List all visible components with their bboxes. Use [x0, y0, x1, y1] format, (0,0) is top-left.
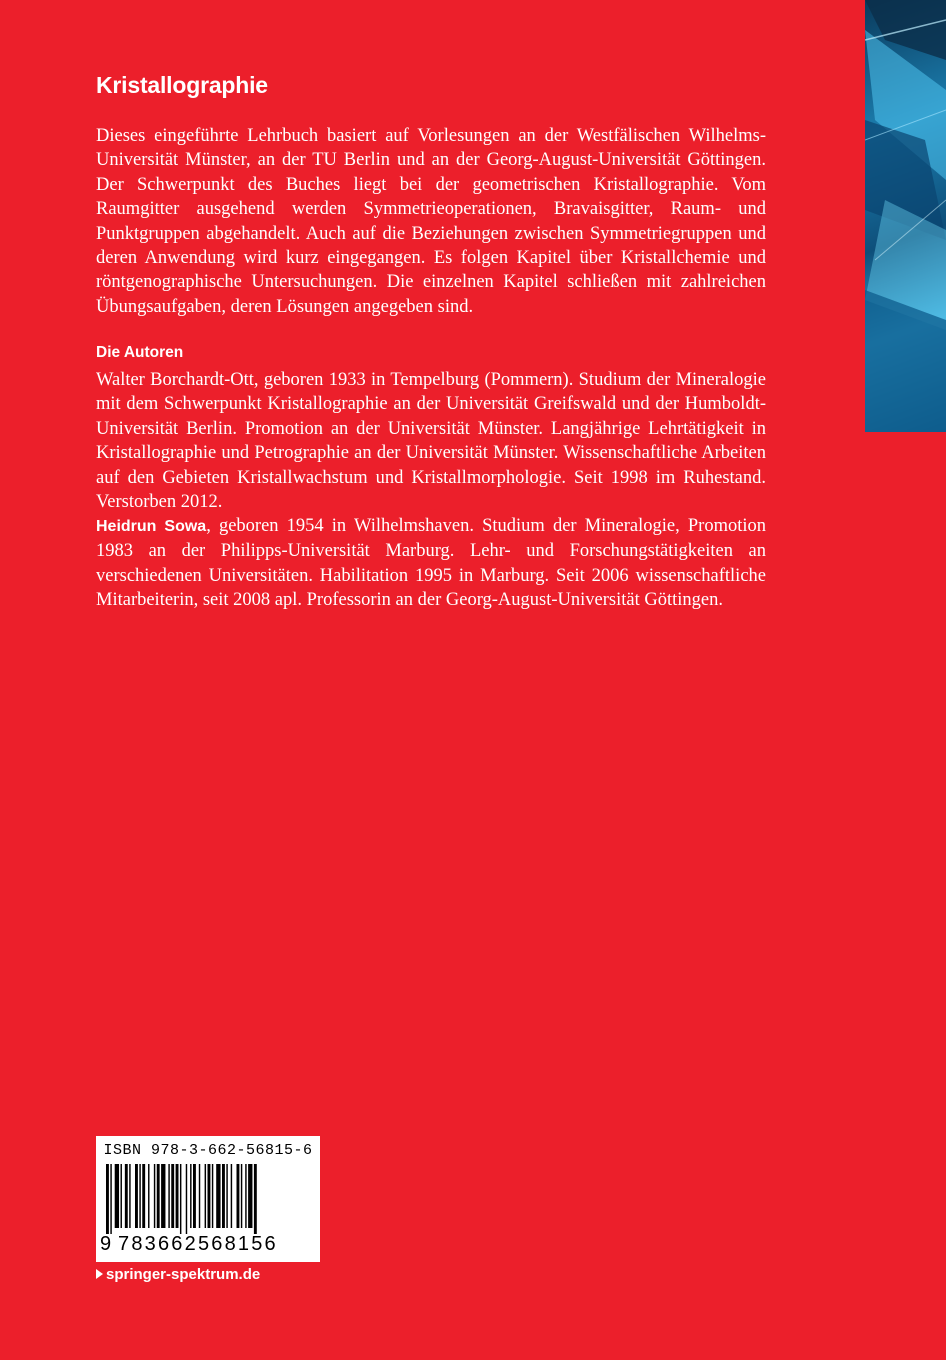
barcode-bar: [190, 1164, 191, 1228]
author-name-sowa: Heidrun Sowa: [96, 518, 207, 535]
barcode-bar: [161, 1164, 165, 1228]
barcode-bars: [106, 1164, 310, 1234]
barcode-bar: [226, 1164, 227, 1228]
isbn-label: ISBN 978-3-662-56815-6: [103, 1142, 313, 1159]
barcode-bar: [248, 1164, 252, 1228]
barcode-bar: [142, 1164, 145, 1228]
barcode-bar: [241, 1164, 242, 1228]
barcode-bar: [135, 1164, 138, 1228]
barcode-bar: [176, 1164, 179, 1228]
barcode-bar: [171, 1164, 174, 1228]
crystal-image: [865, 0, 946, 432]
barcode-bar: [115, 1164, 119, 1228]
barcode-bar: [199, 1164, 200, 1228]
barcode-bar: [154, 1164, 155, 1228]
publisher-url: springer-spektrum.de: [106, 1266, 261, 1283]
barcode-bar: [168, 1164, 169, 1228]
publisher-link[interactable]: [96, 1266, 260, 1283]
book-description: Dieses eingeführte Lehrbuch basiert auf Vorlesungen an der Westfälischen Wilhelms-Universität Münster, an der TU Berlin und an der Georg-August-Universität Göttingen. Der Schwerpunkt des Buches liegt bei der geometrischen Kristallographie. Vom Raumgitter ausgehend werden Symmetrieoperationen, Bravaisgitter, Raum- und Punktgruppen abgehandelt. Auch auf die Beziehungen zwischen Symmetriegruppen und deren Anwendung wird kurz eingegangen. Es folgen Kapitel über Kristallchemie und röntgenographische Untersuchungen. Die einzelnen Kapitel schließen mit zahlreichen Übungsaufgaben, deren Lösungen angegeben sind.: [96, 126, 766, 317]
author-bio-borchardt-ott: Walter Borchardt-Ott, geboren 1933 in Tempelburg (Pommern). Studium der Mineralogie mit dem Schwerpunkt Kristallographie an der Universität Greifswald und der Humboldt-Universität Berlin. Promotion an der Universität Münster. Langjährige Lehrtätigkeit in Kristallographie und Petrographie an der Universität Münster. Wissenschaftliche Arbeiten auf den Gebieten Kristallwachstum und Kristallmorphologie. Seit 1998 im Ruhestand. Verstorben 2012.: [96, 370, 766, 513]
author-bio-sowa: [96, 514, 766, 613]
barcode-bar: [205, 1164, 206, 1228]
barcode-digit-first: 9: [100, 1233, 114, 1255]
barcode-bar: [254, 1164, 257, 1234]
barcode-bar: [212, 1164, 213, 1228]
barcode-bar: [129, 1164, 130, 1228]
isbn-barcode: [96, 1136, 320, 1262]
barcode-bar: [231, 1164, 232, 1228]
barcode-bar: [125, 1164, 128, 1228]
barcode-bar: [222, 1164, 225, 1228]
barcode-bar: [180, 1164, 181, 1234]
barcode-bar: [157, 1164, 160, 1228]
barcode-bar: [148, 1164, 149, 1228]
author-bio-sowa-text: , geboren 1954 in Wilhelmshaven. Studium der Mineralogie, Promotion 1983 an der Philipps-Universität Marburg. Lehr- und Forschungstätigkeiten an verschiedenen Universitäten. Habilitation 1995 in Marburg. Seit 2006 wissenschaftliche Mitarbeiterin, seit 2008 apl. Professorin an der Georg-August-Universität Göttingen.: [96, 516, 766, 611]
barcode-bar: [237, 1164, 240, 1228]
authors-heading: Die Autoren: [96, 344, 184, 361]
book-title: Kristallographie: [96, 72, 268, 98]
barcode-bar: [139, 1164, 140, 1228]
barcode-digits-rest: 783662568156: [118, 1233, 278, 1255]
barcode-bar: [186, 1164, 187, 1234]
barcode-bar: [208, 1164, 211, 1228]
barcode-bar: [216, 1164, 220, 1228]
triangle-right-icon: [96, 1269, 103, 1279]
barcode-bar: [110, 1164, 111, 1234]
barcode-bar: [121, 1164, 122, 1228]
barcode-bar: [106, 1164, 109, 1234]
barcode-bar: [193, 1164, 196, 1228]
barcode-bar: [245, 1164, 246, 1228]
